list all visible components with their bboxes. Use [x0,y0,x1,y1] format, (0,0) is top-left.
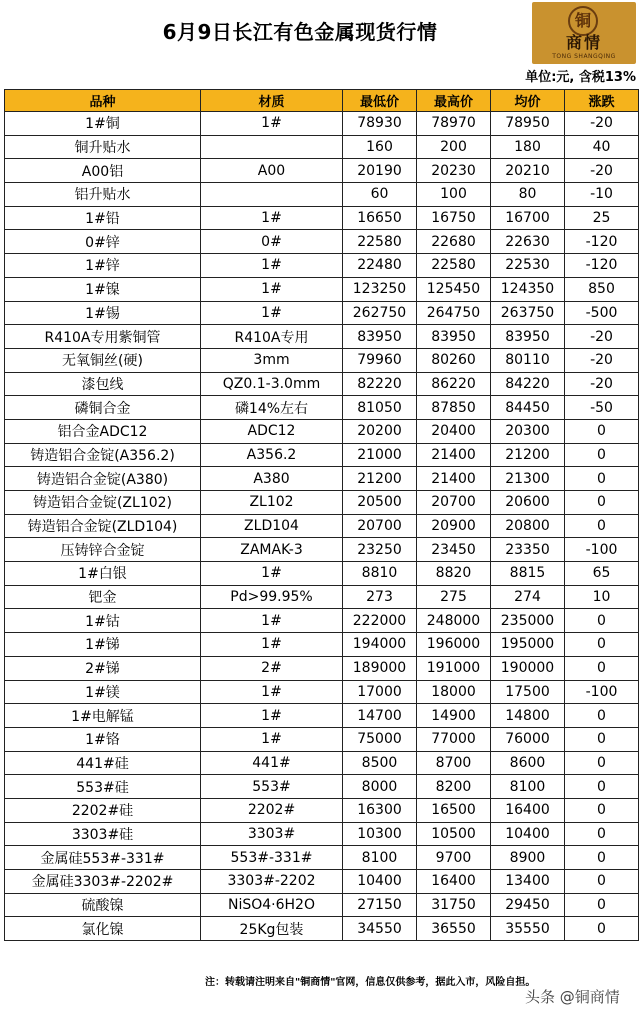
table-cell: 27150 [343,893,417,917]
column-header: 最低价 [343,90,417,112]
table-cell: 16650 [343,206,417,230]
table-cell: 86220 [417,372,491,396]
table-cell: 25 [565,206,639,230]
table-cell: 123250 [343,277,417,301]
table-cell: 100 [417,183,491,207]
table-cell: 0 [565,798,639,822]
table-cell: 8820 [417,562,491,586]
table-cell: 8815 [491,562,565,586]
table-cell: 3303# [201,822,343,846]
table-cell: 磷铜合金 [5,396,201,420]
table-cell: 17500 [491,680,565,704]
table-cell: 铸造铝合金锭(A356.2) [5,443,201,467]
table-cell: 16700 [491,206,565,230]
table-cell: 铸造铝合金锭(ZL102) [5,491,201,515]
table-row [5,396,639,420]
table-cell: 78950 [491,112,565,136]
table-cell: 20900 [417,514,491,538]
table-cell: 1# [201,680,343,704]
table-cell: 金属硅553#-331# [5,846,201,870]
header [0,0,640,68]
table-cell: 23350 [491,538,565,562]
table-cell: 21200 [491,443,565,467]
table-cell: 16500 [417,798,491,822]
unit-note: 单位:元, 含税13% [525,70,636,85]
table-cell [201,135,343,159]
table-row [5,538,639,562]
table-cell: A380 [201,467,343,491]
table-row [5,112,639,136]
table-cell: 0 [565,727,639,751]
table-cell: 1#锑 [5,633,201,657]
table-cell: -20 [565,325,639,349]
table-cell: ZL102 [201,491,343,515]
table-cell: 3mm [201,348,343,372]
table-cell: 36550 [417,917,491,941]
table-cell: 0# [201,230,343,254]
table-cell: 40 [565,135,639,159]
table-cell: 1#铜 [5,112,201,136]
table-row [5,609,639,633]
table-cell: -20 [565,348,639,372]
table-cell: 20210 [491,159,565,183]
table-cell: 16750 [417,206,491,230]
table-cell: 1# [201,206,343,230]
table-cell: 160 [343,135,417,159]
table-cell: 10300 [343,822,417,846]
page-title: 6月9日长江有色金属现货行情 [162,20,438,44]
table-cell: 22630 [491,230,565,254]
table-cell: 196000 [417,633,491,657]
table-cell: 22530 [491,254,565,278]
table-cell: 铸造铝合金锭(ZLD104) [5,514,201,538]
table-cell: 10400 [491,822,565,846]
table-cell: 22480 [343,254,417,278]
table-row [5,917,639,941]
table-cell: 23450 [417,538,491,562]
table-cell: 21400 [417,467,491,491]
table-cell: 1# [201,112,343,136]
table-cell: 1# [201,301,343,325]
table-cell: 1#铅 [5,206,201,230]
table-cell: 1# [201,254,343,278]
table-cell: 压铸锌合金锭 [5,538,201,562]
table-cell: 1#白银 [5,562,201,586]
table-cell: -20 [565,159,639,183]
table-cell: 8100 [343,846,417,870]
table-cell: 1#镁 [5,680,201,704]
table-cell: -500 [565,301,639,325]
table-cell: 263750 [491,301,565,325]
table-cell: 83950 [343,325,417,349]
table-cell: 2202#硅 [5,798,201,822]
table-cell: 17000 [343,680,417,704]
table-cell: 8700 [417,751,491,775]
table-row [5,822,639,846]
table-cell: 191000 [417,656,491,680]
table-row [5,183,639,207]
table-cell: 1#钴 [5,609,201,633]
table-cell: 190000 [491,656,565,680]
table-cell: 20500 [343,491,417,515]
table-cell: 无氧铜丝(硬) [5,348,201,372]
table-cell: 1# [201,609,343,633]
table-header-row [5,90,639,112]
table-cell: 8200 [417,775,491,799]
table-cell: 82220 [343,372,417,396]
table-body [5,112,639,941]
table-cell: 10400 [343,870,417,894]
table-cell: 8600 [491,751,565,775]
footer-note: 注：转载请注明来自"铜商情"官网，信息仅供参考，据此入市，风险自担。 [205,977,536,988]
table-cell: 275 [417,585,491,609]
table-cell: 2#锑 [5,656,201,680]
table-cell: R410A专用 [201,325,343,349]
table-cell: 83950 [417,325,491,349]
logo-mark-icon: 铜 [568,6,598,36]
table-cell: 0 [565,775,639,799]
table-cell: 金属硅3303#-2202# [5,870,201,894]
table-cell: 13400 [491,870,565,894]
table-row [5,585,639,609]
table-cell: 84450 [491,396,565,420]
table-cell: ZLD104 [201,514,343,538]
table-row [5,514,639,538]
table-cell: 200 [417,135,491,159]
table-cell: 0 [565,893,639,917]
column-header: 品种 [5,90,201,112]
table-cell: 65 [565,562,639,586]
table-cell: 194000 [343,633,417,657]
table-row [5,135,639,159]
table-cell: 3303#硅 [5,822,201,846]
table-cell: 21200 [343,467,417,491]
table-cell: 0 [565,467,639,491]
table-cell: 14800 [491,704,565,728]
table-row [5,254,639,278]
table-cell: 20200 [343,419,417,443]
table-cell: 9700 [417,846,491,870]
table-cell: 8810 [343,562,417,586]
table-cell: 0 [565,846,639,870]
table-cell: 60 [343,183,417,207]
table-cell: 80 [491,183,565,207]
table-cell: 83950 [491,325,565,349]
table-cell: 22580 [417,254,491,278]
table-cell: -50 [565,396,639,420]
table-cell: 磷14%左右 [201,396,343,420]
table-row [5,348,639,372]
table-cell: 79960 [343,348,417,372]
table-cell: 0 [565,633,639,657]
table-cell: 264750 [417,301,491,325]
table-cell: 22680 [417,230,491,254]
brand-logo [532,2,636,64]
table-cell: 125450 [417,277,491,301]
table-row [5,893,639,917]
column-header: 最高价 [417,90,491,112]
table-cell: 78930 [343,112,417,136]
table-cell: 78970 [417,112,491,136]
table-cell: -120 [565,254,639,278]
table-cell: A00 [201,159,343,183]
column-header: 均价 [491,90,565,112]
table-cell: 16400 [491,798,565,822]
table-cell: 80260 [417,348,491,372]
table-cell: 222000 [343,609,417,633]
table-cell: 1#镍 [5,277,201,301]
table-cell: R410A专用紫铜管 [5,325,201,349]
table-cell: 漆包线 [5,372,201,396]
table-cell: 76000 [491,727,565,751]
price-table [4,89,639,941]
table-row [5,277,639,301]
table-cell: 1#锌 [5,254,201,278]
table-cell: 1# [201,727,343,751]
table-row [5,230,639,254]
table-row [5,704,639,728]
table-cell: 248000 [417,609,491,633]
table-cell: 34550 [343,917,417,941]
table-cell: 20230 [417,159,491,183]
column-header: 涨跌 [565,90,639,112]
logo-subtitle: TONG SHANGQING [552,53,616,60]
table-cell: 553# [201,775,343,799]
table-cell: -100 [565,680,639,704]
table-cell: 180 [491,135,565,159]
table-cell: 553#-331# [201,846,343,870]
table-cell: 8900 [491,846,565,870]
table-cell: Pd>99.95% [201,585,343,609]
table-cell: 铝升贴水 [5,183,201,207]
table-cell: 20400 [417,419,491,443]
table-cell: 8500 [343,751,417,775]
table-cell: 553#硅 [5,775,201,799]
table-cell: 2202# [201,798,343,822]
table-cell: 20800 [491,514,565,538]
table-cell: 441# [201,751,343,775]
table-row [5,727,639,751]
table-cell: QZ0.1-3.0mm [201,372,343,396]
table-cell: 235000 [491,609,565,633]
table-cell: 0 [565,656,639,680]
table-row [5,467,639,491]
table-cell: 10 [565,585,639,609]
table-cell: -100 [565,538,639,562]
table-cell: 3303#-2202 [201,870,343,894]
table-cell: 1# [201,704,343,728]
table-cell: 0 [565,609,639,633]
table-row [5,419,639,443]
table-row [5,443,639,467]
table-cell: 81050 [343,396,417,420]
table-cell: 0 [565,443,639,467]
table-row [5,633,639,657]
table-cell: 850 [565,277,639,301]
table-cell: 硫酸镍 [5,893,201,917]
table-cell: 21400 [417,443,491,467]
table-cell: 35550 [491,917,565,941]
table-cell: 铝合金ADC12 [5,419,201,443]
table-cell: 0 [565,870,639,894]
table-cell: -20 [565,112,639,136]
table-cell: 195000 [491,633,565,657]
footer [0,972,640,1017]
table-cell: 189000 [343,656,417,680]
table-row [5,775,639,799]
table-cell: 77000 [417,727,491,751]
table-cell: 0 [565,704,639,728]
table-cell: 20700 [343,514,417,538]
table-cell: 80110 [491,348,565,372]
table-row [5,798,639,822]
table-cell: 铸造铝合金锭(A380) [5,467,201,491]
table-cell: 84220 [491,372,565,396]
table-cell: 20700 [417,491,491,515]
table-cell: 0 [565,419,639,443]
table-cell: 1# [201,277,343,301]
table-cell: 31750 [417,893,491,917]
table-cell: 20600 [491,491,565,515]
table-cell: 1#电解锰 [5,704,201,728]
table-cell: 8100 [491,775,565,799]
table-cell: 0 [565,917,639,941]
table-cell: 16400 [417,870,491,894]
table-cell: 1# [201,562,343,586]
table-cell: 29450 [491,893,565,917]
table-cell: ADC12 [201,419,343,443]
table-row [5,206,639,230]
column-header: 材质 [201,90,343,112]
table-cell: 钯金 [5,585,201,609]
table-row [5,325,639,349]
table-cell: 0 [565,514,639,538]
table-cell: 441#硅 [5,751,201,775]
table-cell: -10 [565,183,639,207]
table-row [5,680,639,704]
table-cell: 0 [565,491,639,515]
table-cell: 25Kg包装 [201,917,343,941]
table-cell: ZAMAK-3 [201,538,343,562]
table-cell: 124350 [491,277,565,301]
table-row [5,870,639,894]
table-cell: 10500 [417,822,491,846]
table-cell: A356.2 [201,443,343,467]
table-cell: 14900 [417,704,491,728]
table-cell: 2# [201,656,343,680]
logo-name: 商情 [565,33,602,52]
table-cell: A00铝 [5,159,201,183]
table-cell [201,183,343,207]
table-cell: 1#铬 [5,727,201,751]
watermark: 头条 @铜商情 [525,988,620,1006]
table-cell: 22580 [343,230,417,254]
table-cell: 21000 [343,443,417,467]
table-row [5,491,639,515]
table-row [5,846,639,870]
table-cell: 1#锡 [5,301,201,325]
table-cell: 0#锌 [5,230,201,254]
table-cell: 氯化镍 [5,917,201,941]
table-cell: 18000 [417,680,491,704]
table-cell: -120 [565,230,639,254]
table-cell: NiSO4·6H2O [201,893,343,917]
table-row [5,656,639,680]
table-row [5,159,639,183]
table-cell: 14700 [343,704,417,728]
table-cell: 铜升贴水 [5,135,201,159]
table-cell: 273 [343,585,417,609]
table-cell: 20300 [491,419,565,443]
table-cell: 0 [565,751,639,775]
table-cell: 274 [491,585,565,609]
table-cell: 20190 [343,159,417,183]
table-cell: 16300 [343,798,417,822]
table-row [5,751,639,775]
table-cell: 87850 [417,396,491,420]
table-cell: 1# [201,633,343,657]
table-cell: -20 [565,372,639,396]
table-cell: 21300 [491,467,565,491]
table-cell: 75000 [343,727,417,751]
table-row [5,301,639,325]
table-cell: 23250 [343,538,417,562]
table-cell: 0 [565,822,639,846]
table-row [5,562,639,586]
table-cell: 262750 [343,301,417,325]
table-row [5,372,639,396]
table-cell: 8000 [343,775,417,799]
